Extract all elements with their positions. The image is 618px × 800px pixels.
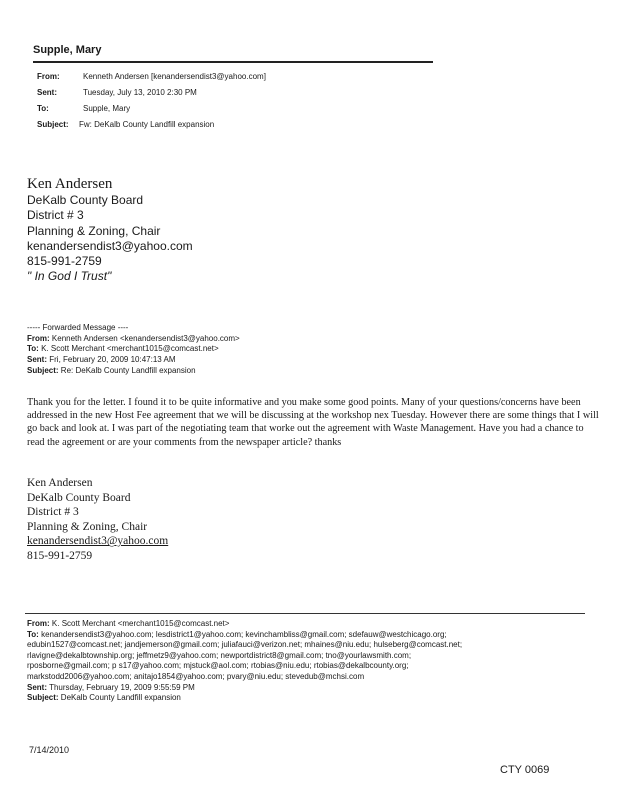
signature2-district: District # 3 — [27, 506, 79, 519]
bates-number: CTY 0069 — [500, 764, 550, 776]
forward2-to-row — [27, 630, 462, 641]
signature-line-email: kenandersendist3@yahoo.com — [27, 238, 193, 253]
signature2-name: Ken Andersen — [27, 477, 93, 489]
forward2-from-value: K. Scott Merchant <merchant1015@comcast.net> — [51, 619, 230, 628]
forward2-subject-value: DeKalb County Landfill expansion — [60, 693, 181, 703]
signature-motto: " In God I Trust" — [27, 269, 112, 284]
forwarded-banner: ----- Forwarded Message ---- — [27, 323, 129, 332]
forward1-sent-row — [27, 355, 240, 366]
signature-name: Ken Andersen — [27, 176, 113, 192]
message-body: Thank you for the letter. I found it to be quite informative and you make some good points. Many of your questions/concerns have been addressed in the new Host Fee agreement that we will be discussing at the workshop nex Tuesday. However there are some things that I will go back and look at. I was part of the negotiating team that worke out the agreement with Waste Management. Have you had a chance to read the agreement or are your comments from the newspaper article? thanks — [27, 397, 599, 448]
forward2-subject-label: Subject: — [27, 693, 59, 703]
signature-block-primary — [27, 176, 193, 285]
header-subject-value: Fw: DeKalb County Landfill expansion — [79, 120, 215, 129]
original-message-header — [27, 619, 462, 704]
forward1-from-value: Kenneth Andersen <kenandersendist3@yahoo.com> — [51, 333, 240, 343]
forward1-subject-label: Subject: — [27, 365, 59, 375]
forwarded-message-header — [27, 323, 240, 377]
forward2-from-label: From: — [27, 619, 50, 628]
forward2-to-value: kenandersendist3@yahoo.com; lesdistrict1@yahoo.com; kevinchambliss@gmail.com; sdefauw@westchicago.org; — [41, 629, 447, 639]
signature2-phone: 815-991-2759 — [27, 549, 93, 562]
forward1-to-label: To: — [27, 344, 39, 354]
header-sent-value: Tuesday, July 13, 2010 2:30 PM — [83, 88, 197, 97]
signature-line-district: District # 3 — [27, 208, 84, 223]
signature2-email-link[interactable]: kenandersendist3@yahoo.com — [27, 535, 169, 548]
forward2-from-row — [27, 619, 462, 630]
header-subject-label: Subject: — [37, 120, 69, 129]
header-from-label: From: — [37, 72, 60, 81]
signature-line-board: DeKalb County Board — [27, 193, 144, 207]
signature-line-phone: 815-991-2759 — [27, 254, 102, 269]
header-from-value: Kenneth Andersen [kenandersendist3@yahoo.com] — [83, 72, 266, 81]
header-sent-label: Sent: — [37, 88, 57, 97]
forward1-sent-value: Fri, February 20, 2009 10:47:13 AM — [49, 355, 176, 365]
forward1-sent-label: Sent: — [27, 355, 47, 365]
header-sent-row — [37, 88, 197, 97]
forward1-to-row — [27, 344, 240, 355]
signature-line-role: Planning & Zoning, Chair — [27, 223, 161, 238]
forward2-sent-row — [27, 683, 462, 694]
forward2-subject-row — [27, 693, 462, 704]
forward1-subject-row — [27, 366, 240, 377]
header-to-value: Supple, Mary — [83, 104, 131, 113]
header-to-row — [37, 104, 130, 113]
forward2-to-continued-3: rposborne@gmail.com; p s17@yahoo.com; mjstuck@aol.com; rtobias@niu.edu; rtobias@dekalbcounty.org; — [27, 661, 409, 671]
header-to-label: To: — [37, 104, 49, 113]
header-divider — [33, 61, 433, 63]
forward2-to-label: To: — [27, 629, 39, 639]
signature2-role: Planning & Zoning, Chair — [27, 520, 148, 533]
signature2-board: DeKalb County Board — [27, 491, 131, 504]
forward1-from-label: From: — [27, 333, 50, 343]
forward2-to-continued-1: edubin1527@comcast.net; jandjemerson@gmail.com; juliafauci@verizon.net; mhaines@niu.edu; hulseberg@comcast.net; — [27, 640, 463, 650]
forward1-from-row — [27, 334, 240, 345]
print-date: 7/14/2010 — [29, 745, 70, 755]
email-sender-name: Supple, Mary — [33, 44, 102, 56]
forward2-sent-value: Thursday, February 19, 2009 9:55:59 PM — [49, 682, 195, 692]
forward2-to-continued-2: rlavigne@dekalbtownship.org; jeffmetz9@yahoo.com; newportdistrict8@gmail.com; tno@yourlawsmith.com; — [27, 650, 412, 660]
forward1-subject-value: Re: DeKalb County Landfill expansion — [60, 365, 196, 375]
forward1-to-value: K. Scott Merchant <merchant1015@comcast.net> — [41, 344, 219, 354]
forward2-sent-label: Sent: — [27, 682, 47, 692]
signature-block-secondary — [27, 476, 168, 564]
forward2-to-continued-4: markstodd2006@yahoo.com; anitajo1854@yahoo.com; pvary@niu.edu; stevedub@mchsi.com — [27, 671, 365, 681]
header-from-row — [37, 72, 266, 81]
header-subject-row — [37, 120, 214, 129]
original-message-divider — [25, 613, 585, 614]
